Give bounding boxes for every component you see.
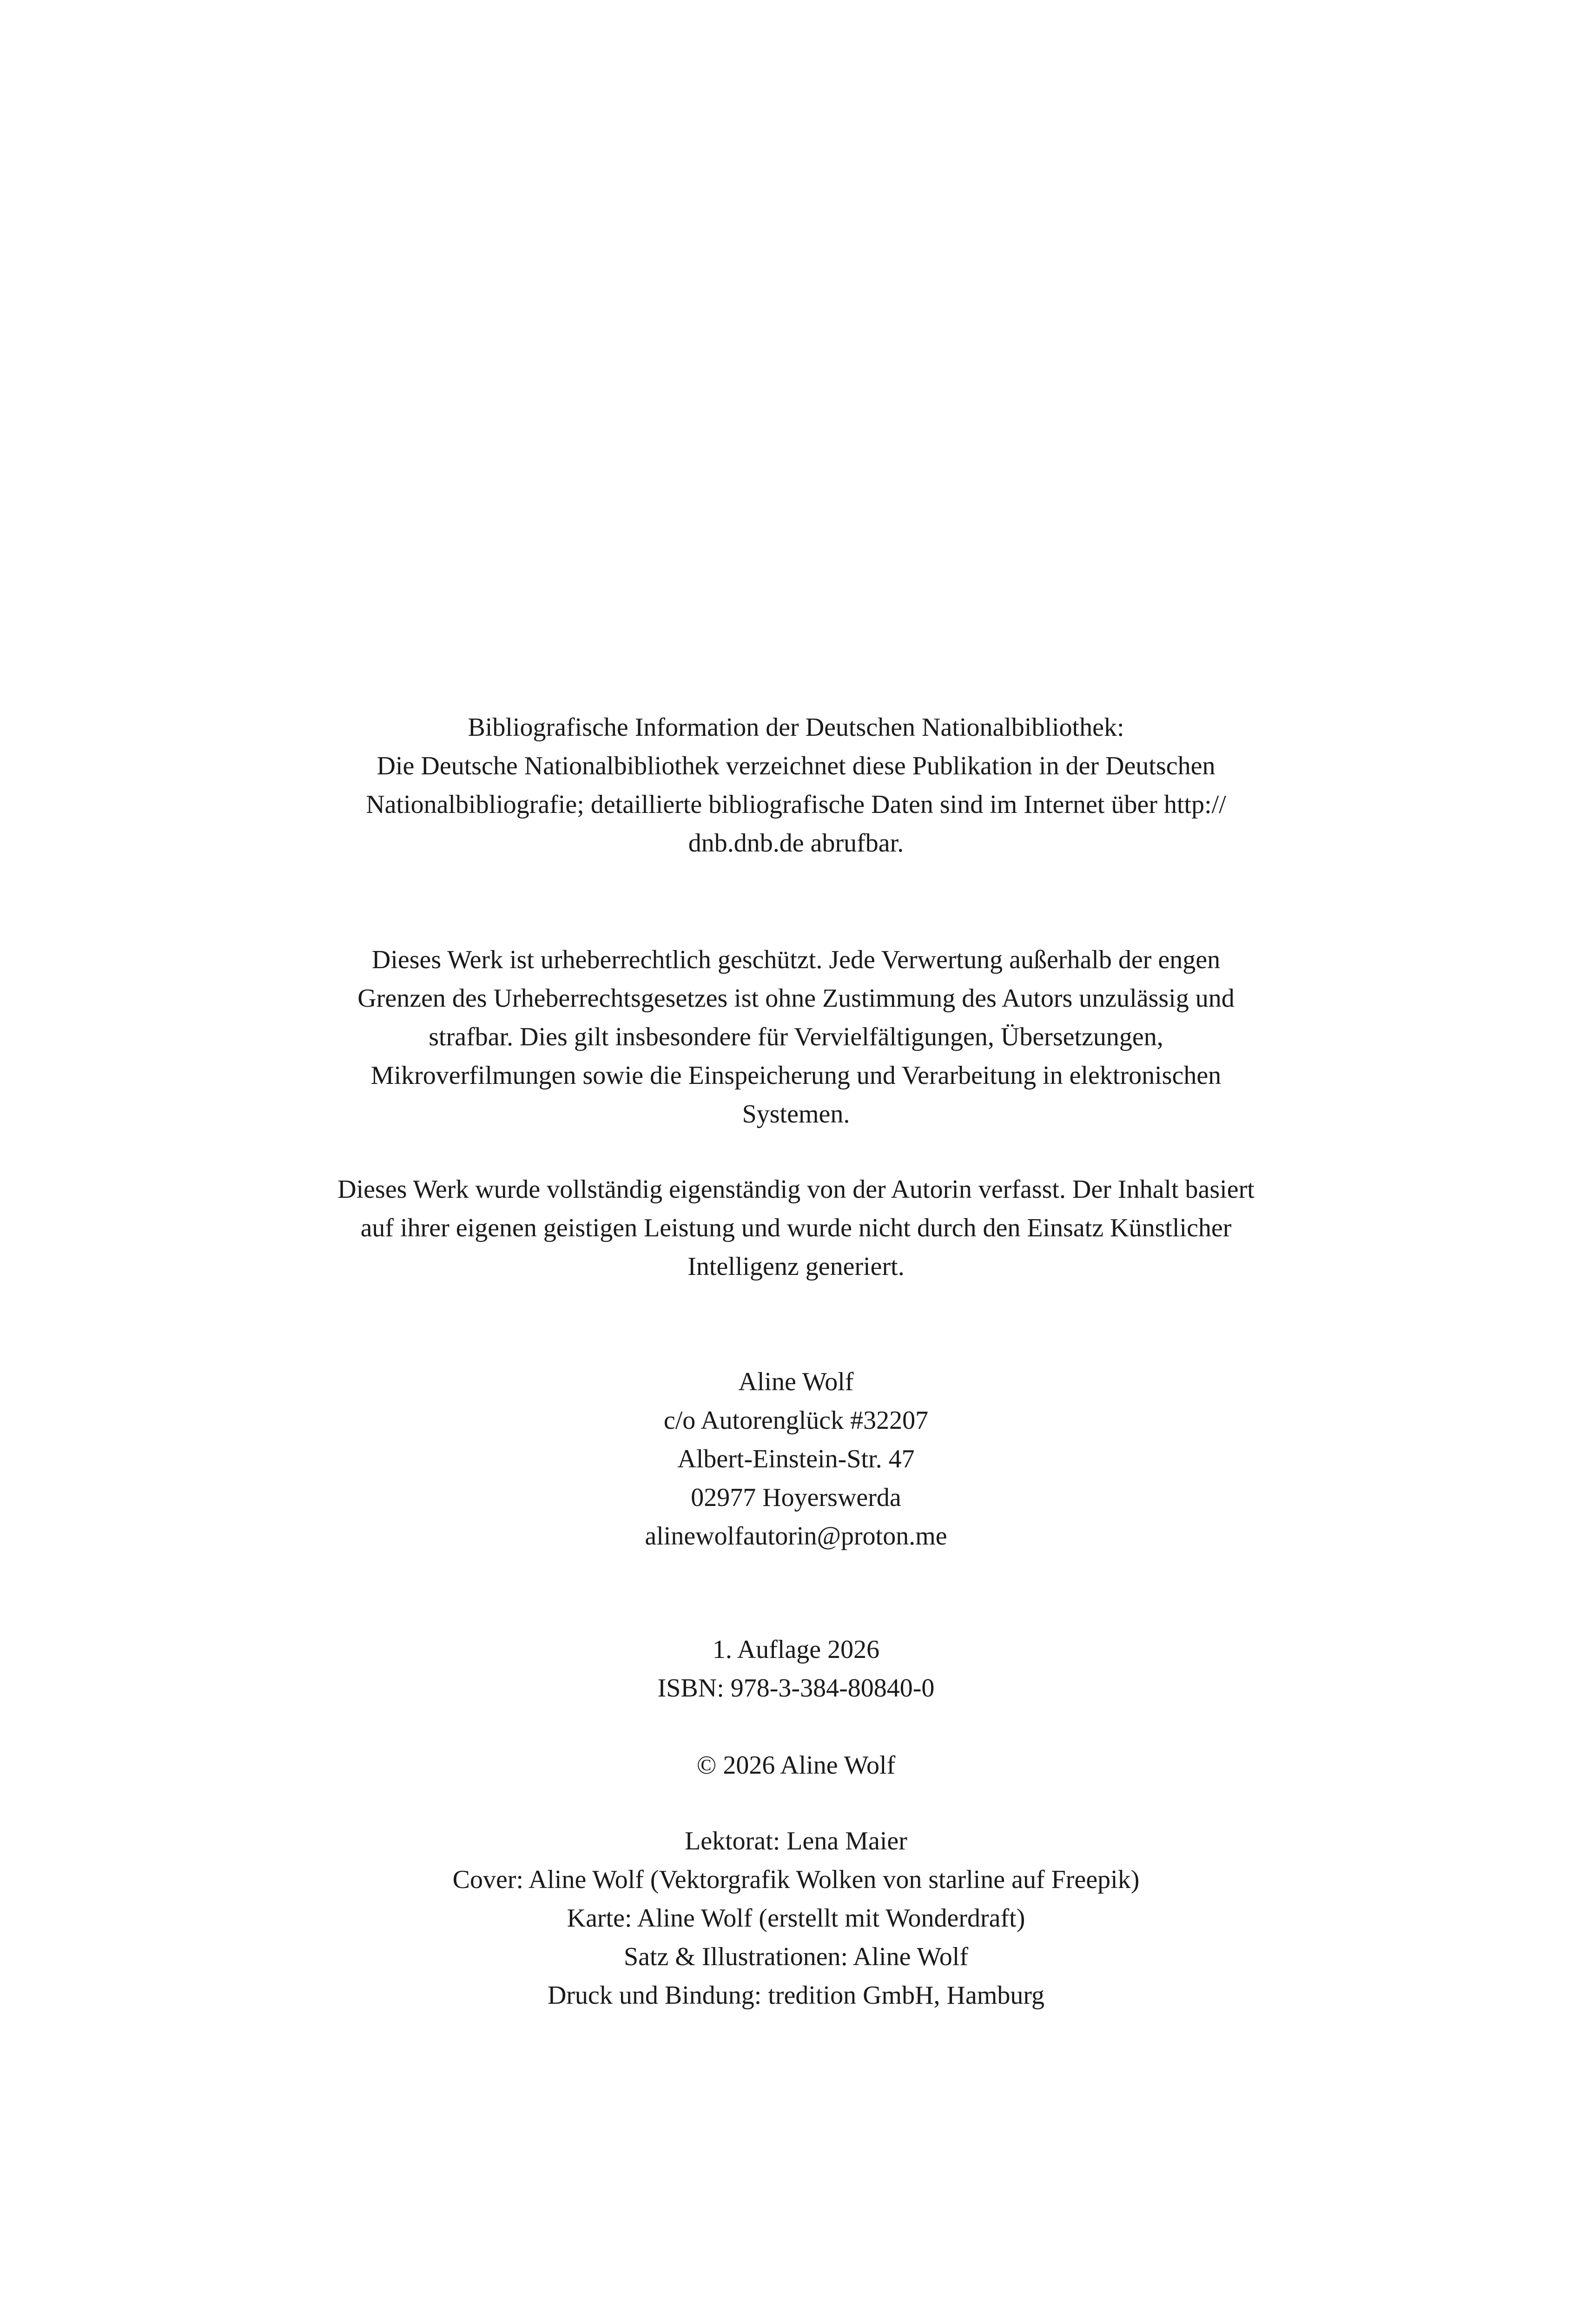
credit-cover: Cover: Aline Wolf (Vektorgrafik Wolken von starline auf Freepik) [452, 1865, 1140, 1894]
copyright-notice-line: strafbar. Dies gilt insbesondere für Vervielfältigungen, Übersetzungen, [429, 1023, 1163, 1051]
credit-karte: Karte: Aline Wolf (erstellt mit Wonderdraft) [567, 1904, 1025, 1933]
dnb-notice [0, 708, 1592, 863]
dnb-notice-line: Bibliografische Information der Deutschen Nationalbibliothek: [468, 713, 1124, 742]
credit-druck: Druck und Bindung: tredition GmbH, Hamburg [547, 1981, 1045, 2010]
care-of-line: c/o Autorenglück #32207 [663, 1406, 929, 1435]
ai-notice-line: Intelligenz generiert. [687, 1252, 905, 1281]
copyright-notice-line: Mikroverfilmungen sowie die Einspeicherung und Verarbeitung in elektronischen [370, 1061, 1222, 1090]
ai-notice [0, 1170, 1592, 1286]
copyright-notice [0, 941, 1592, 1134]
author-name: Aline Wolf [738, 1367, 854, 1396]
isbn-line: ISBN: 978-3-384-80840-0 [657, 1674, 935, 1703]
copyright-text: © 2026 Aline Wolf [696, 1751, 896, 1780]
city-line: 02977 Hoyerswerda [691, 1483, 901, 1512]
copyright-notice-line: Dieses Werk ist urheberrechtlich geschützt. Jede Verwertung außerhalb der engen [371, 945, 1221, 974]
copyright-line [0, 1746, 1592, 1785]
email-address: alinewolfautorin@proton.me [645, 1522, 947, 1551]
dnb-notice-line: Nationalbibliografie; detaillierte bibliografische Daten sind im Internet über http:// [366, 790, 1226, 819]
dnb-notice-line: dnb.dnb.de abrufbar. [688, 829, 904, 858]
ai-notice-line: auf ihrer eigenen geistigen Leistung und wurde nicht durch den Einsatz Künstlicher [360, 1214, 1232, 1242]
credit-satz: Satz & Illustrationen: Aline Wolf [623, 1942, 968, 1971]
street-line: Albert-Einstein-Str. 47 [677, 1445, 915, 1473]
copyright-notice-line: Systemen. [742, 1100, 850, 1129]
edition-info [0, 1631, 1592, 1708]
credit-lektorat: Lektorat: Lena Maier [685, 1827, 907, 1855]
credits [0, 1822, 1592, 2015]
edition-line: 1. Auflage 2026 [712, 1635, 880, 1664]
dnb-notice-line: Die Deutsche Nationalbibliothek verzeichnet diese Publikation in der Deutschen [377, 752, 1215, 780]
publisher-address [0, 1363, 1592, 1556]
copyright-notice-line: Grenzen des Urheberrechtsgesetzes ist ohne Zustimmung des Autors unzulässig und [357, 984, 1235, 1013]
ai-notice-line: Dieses Werk wurde vollständig eigenständig von der Autorin verfasst. Der Inhalt basiert [337, 1175, 1255, 1204]
